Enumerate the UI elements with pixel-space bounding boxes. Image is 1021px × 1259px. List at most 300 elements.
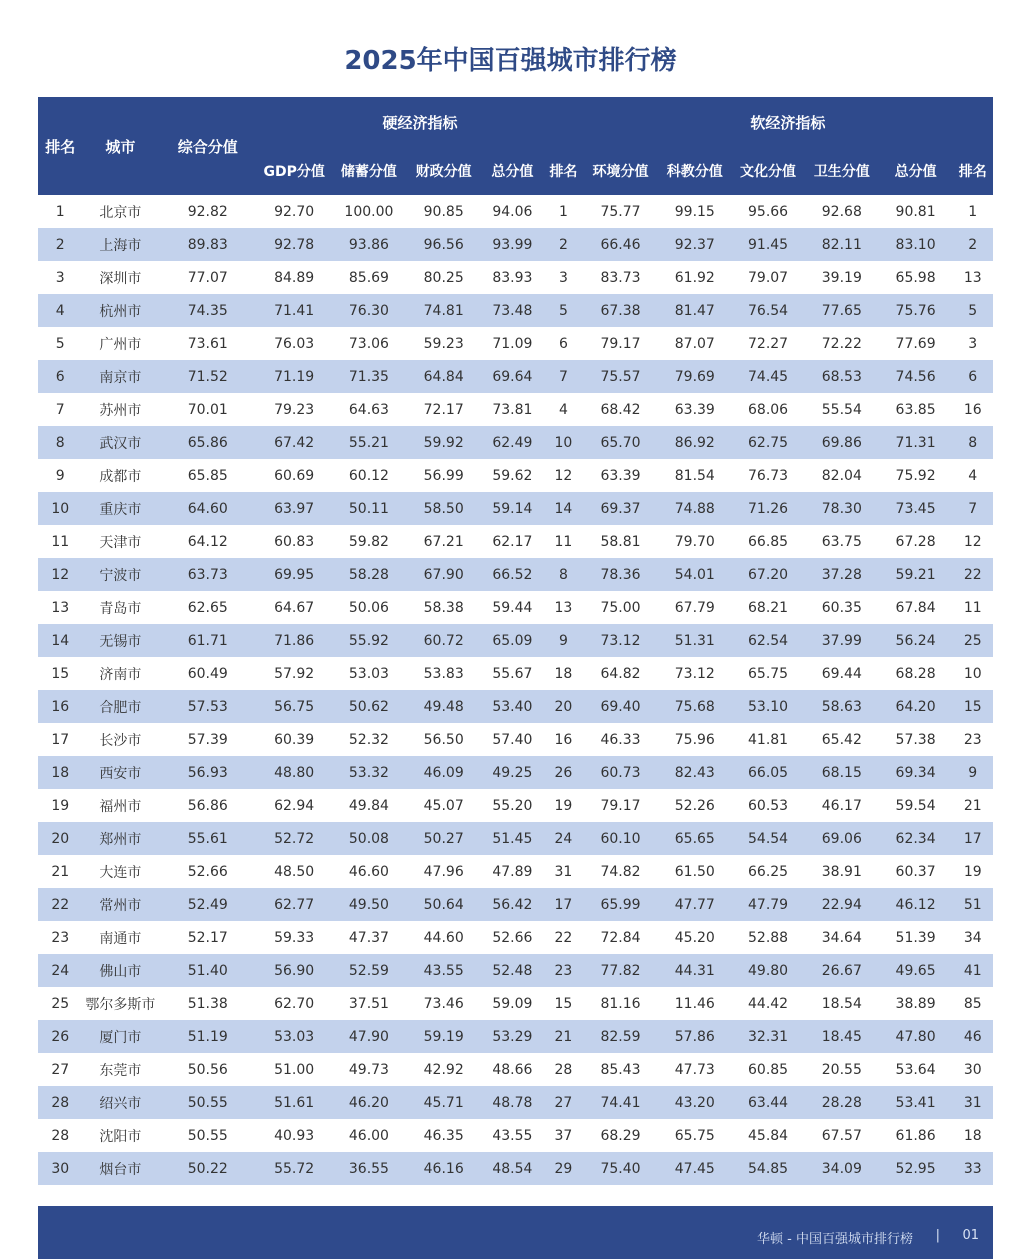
table-cell: 72.27 bbox=[731, 327, 805, 360]
table-cell: 53.32 bbox=[331, 756, 407, 789]
table-cell: 60.35 bbox=[805, 591, 879, 624]
table-cell: 46.35 bbox=[407, 1119, 481, 1152]
table-cell: 5 bbox=[544, 294, 582, 327]
table-cell: 77.07 bbox=[158, 261, 257, 294]
table-cell: 20 bbox=[38, 822, 82, 855]
table-cell: 71.31 bbox=[879, 426, 953, 459]
table-cell: 53.41 bbox=[879, 1086, 953, 1119]
table-cell: 47.77 bbox=[658, 888, 731, 921]
table-cell: 34 bbox=[952, 921, 993, 954]
table-cell: 南京市 bbox=[82, 360, 158, 393]
table-cell: 53.83 bbox=[407, 657, 481, 690]
table-cell: 58.50 bbox=[407, 492, 481, 525]
table-cell: 90.85 bbox=[407, 195, 481, 228]
table-cell: 16 bbox=[544, 723, 582, 756]
table-cell: 57.40 bbox=[481, 723, 545, 756]
table-cell: 43.55 bbox=[407, 954, 481, 987]
table-cell: 53.29 bbox=[481, 1020, 545, 1053]
table-cell: 46.20 bbox=[331, 1086, 407, 1119]
table-row bbox=[38, 228, 993, 261]
table-cell: 53.03 bbox=[331, 657, 407, 690]
table-cell: 3 bbox=[544, 261, 582, 294]
table-cell: 14 bbox=[38, 624, 82, 657]
table-cell: 94.06 bbox=[481, 195, 545, 228]
table-cell: 57.39 bbox=[158, 723, 257, 756]
table-cell: 69.95 bbox=[257, 558, 331, 591]
table-cell: 上海市 bbox=[82, 228, 158, 261]
table-cell: 68.28 bbox=[879, 657, 953, 690]
table-row bbox=[38, 987, 993, 1020]
table-cell: 65.70 bbox=[583, 426, 659, 459]
table-cell: 30 bbox=[952, 1053, 993, 1086]
table-cell: 69.44 bbox=[805, 657, 879, 690]
table-cell: 92.37 bbox=[658, 228, 731, 261]
table-cell: 55.92 bbox=[331, 624, 407, 657]
ranking-table-wrap bbox=[38, 97, 993, 1185]
table-cell: 4 bbox=[544, 393, 582, 426]
table-cell: 19 bbox=[952, 855, 993, 888]
table-cell: 55.72 bbox=[257, 1152, 331, 1185]
table-cell: 78.30 bbox=[805, 492, 879, 525]
table-cell: 56.86 bbox=[158, 789, 257, 822]
table-cell: 青岛市 bbox=[82, 591, 158, 624]
table-cell: 64.60 bbox=[158, 492, 257, 525]
table-cell: 28 bbox=[544, 1053, 582, 1086]
table-cell: 常州市 bbox=[82, 888, 158, 921]
table-cell: 79.17 bbox=[583, 327, 659, 360]
table-cell: 79.07 bbox=[731, 261, 805, 294]
ranking-table bbox=[38, 97, 993, 1185]
table-cell: 79.23 bbox=[257, 393, 331, 426]
table-cell: 65.65 bbox=[658, 822, 731, 855]
table-cell: 74.82 bbox=[583, 855, 659, 888]
table-cell: 30 bbox=[38, 1152, 82, 1185]
table-cell: 46.33 bbox=[583, 723, 659, 756]
table-cell: 75.76 bbox=[879, 294, 953, 327]
table-cell: 60.39 bbox=[257, 723, 331, 756]
table-cell: 67.42 bbox=[257, 426, 331, 459]
table-cell: 56.99 bbox=[407, 459, 481, 492]
table-cell: 76.54 bbox=[731, 294, 805, 327]
table-cell: 32.31 bbox=[731, 1020, 805, 1053]
table-cell: 8 bbox=[952, 426, 993, 459]
table-cell: 8 bbox=[38, 426, 82, 459]
table-cell: 13 bbox=[38, 591, 82, 624]
table-cell: 46.60 bbox=[331, 855, 407, 888]
table-cell: 23 bbox=[38, 921, 82, 954]
table-cell: 73.46 bbox=[407, 987, 481, 1020]
table-cell: 52.26 bbox=[658, 789, 731, 822]
table-cell: 65.99 bbox=[583, 888, 659, 921]
table-body bbox=[38, 195, 993, 1185]
table-cell: 74.45 bbox=[731, 360, 805, 393]
table-cell: 51.31 bbox=[658, 624, 731, 657]
table-cell: 46.00 bbox=[331, 1119, 407, 1152]
table-row bbox=[38, 294, 993, 327]
table-cell: 62.49 bbox=[481, 426, 545, 459]
table-cell: 2 bbox=[952, 228, 993, 261]
table-cell: 44.42 bbox=[731, 987, 805, 1020]
table-cell: 82.59 bbox=[583, 1020, 659, 1053]
table-cell: 9 bbox=[38, 459, 82, 492]
table-cell: 29 bbox=[544, 1152, 582, 1185]
table-cell: 70.01 bbox=[158, 393, 257, 426]
table-cell: 82.43 bbox=[658, 756, 731, 789]
table-row bbox=[38, 261, 993, 294]
footer-separator: | bbox=[935, 1228, 940, 1243]
table-cell: 63.44 bbox=[731, 1086, 805, 1119]
table-cell: 77.69 bbox=[879, 327, 953, 360]
table-cell: 43.55 bbox=[481, 1119, 545, 1152]
table-cell: 62.17 bbox=[481, 525, 545, 558]
table-cell: 65.75 bbox=[658, 1119, 731, 1152]
table-cell: 87.07 bbox=[658, 327, 731, 360]
table-row bbox=[38, 1119, 993, 1152]
table-cell: 81.54 bbox=[658, 459, 731, 492]
table-cell: 68.06 bbox=[731, 393, 805, 426]
table-cell: 47.79 bbox=[731, 888, 805, 921]
table-cell: 5 bbox=[38, 327, 82, 360]
table-cell: 65.86 bbox=[158, 426, 257, 459]
table-cell: 74.35 bbox=[158, 294, 257, 327]
table-cell: 51.19 bbox=[158, 1020, 257, 1053]
table-cell: 46.16 bbox=[407, 1152, 481, 1185]
table-cell: 68.21 bbox=[731, 591, 805, 624]
header-soft-rank: 排名 bbox=[952, 147, 993, 195]
table-cell: 13 bbox=[952, 261, 993, 294]
table-cell: 47.80 bbox=[879, 1020, 953, 1053]
table-cell: 15 bbox=[544, 987, 582, 1020]
table-cell: 东莞市 bbox=[82, 1053, 158, 1086]
table-cell: 52.66 bbox=[158, 855, 257, 888]
table-cell: 福州市 bbox=[82, 789, 158, 822]
table-cell: 26 bbox=[38, 1020, 82, 1053]
table-cell: 17 bbox=[952, 822, 993, 855]
table-cell: 60.72 bbox=[407, 624, 481, 657]
table-cell: 56.75 bbox=[257, 690, 331, 723]
table-cell: 56.24 bbox=[879, 624, 953, 657]
table-cell: 65.09 bbox=[481, 624, 545, 657]
table-cell: 57.38 bbox=[879, 723, 953, 756]
table-row bbox=[38, 921, 993, 954]
table-cell: 宁波市 bbox=[82, 558, 158, 591]
table-cell: 52.72 bbox=[257, 822, 331, 855]
table-cell: 75.57 bbox=[583, 360, 659, 393]
table-cell: 27 bbox=[38, 1053, 82, 1086]
table-cell: 60.73 bbox=[583, 756, 659, 789]
table-cell: 45.07 bbox=[407, 789, 481, 822]
table-cell: 21 bbox=[952, 789, 993, 822]
table-cell: 66.46 bbox=[583, 228, 659, 261]
table-row bbox=[38, 558, 993, 591]
table-cell: 84.89 bbox=[257, 261, 331, 294]
table-cell: 54.85 bbox=[731, 1152, 805, 1185]
table-cell: 75.92 bbox=[879, 459, 953, 492]
table-cell: 63.39 bbox=[658, 393, 731, 426]
table-cell: 沈阳市 bbox=[82, 1119, 158, 1152]
table-cell: 44.31 bbox=[658, 954, 731, 987]
table-cell: 83.10 bbox=[879, 228, 953, 261]
table-cell: 63.75 bbox=[805, 525, 879, 558]
table-cell: 杭州市 bbox=[82, 294, 158, 327]
table-cell: 79.70 bbox=[658, 525, 731, 558]
table-cell: 67.38 bbox=[583, 294, 659, 327]
table-cell: 52.48 bbox=[481, 954, 545, 987]
table-cell: 40.93 bbox=[257, 1119, 331, 1152]
table-cell: 37 bbox=[544, 1119, 582, 1152]
table-cell: 长沙市 bbox=[82, 723, 158, 756]
table-cell: 62.75 bbox=[731, 426, 805, 459]
table-cell: 50.27 bbox=[407, 822, 481, 855]
table-cell: 11 bbox=[38, 525, 82, 558]
table-cell: 76.30 bbox=[331, 294, 407, 327]
table-cell: 25 bbox=[38, 987, 82, 1020]
table-cell: 69.06 bbox=[805, 822, 879, 855]
table-row bbox=[38, 1152, 993, 1185]
table-cell: 79.69 bbox=[658, 360, 731, 393]
table-cell: 50.64 bbox=[407, 888, 481, 921]
table-cell: 95.66 bbox=[731, 195, 805, 228]
table-cell: 47.89 bbox=[481, 855, 545, 888]
table-cell: 24 bbox=[38, 954, 82, 987]
table-cell: 18 bbox=[544, 657, 582, 690]
table-cell: 59.82 bbox=[331, 525, 407, 558]
table-cell: 61.50 bbox=[658, 855, 731, 888]
table-cell: 51.38 bbox=[158, 987, 257, 1020]
table-row bbox=[38, 855, 993, 888]
table-cell: 20.55 bbox=[805, 1053, 879, 1086]
table-cell: 广州市 bbox=[82, 327, 158, 360]
table-cell: 69.86 bbox=[805, 426, 879, 459]
table-cell: 71.86 bbox=[257, 624, 331, 657]
table-cell: 55.21 bbox=[331, 426, 407, 459]
table-cell: 1 bbox=[38, 195, 82, 228]
table-cell: 80.25 bbox=[407, 261, 481, 294]
table-cell: 79.17 bbox=[583, 789, 659, 822]
table-cell: 23 bbox=[952, 723, 993, 756]
table-cell: 67.79 bbox=[658, 591, 731, 624]
table-row bbox=[38, 459, 993, 492]
table-cell: 62.77 bbox=[257, 888, 331, 921]
table-cell: 鄂尔多斯市 bbox=[82, 987, 158, 1020]
table-cell: 82.04 bbox=[805, 459, 879, 492]
table-cell: 64.82 bbox=[583, 657, 659, 690]
table-cell: 62.34 bbox=[879, 822, 953, 855]
table-cell: 68.15 bbox=[805, 756, 879, 789]
table-cell: 85.43 bbox=[583, 1053, 659, 1086]
table-cell: 83.73 bbox=[583, 261, 659, 294]
table-cell: 50.06 bbox=[331, 591, 407, 624]
page-title: 2025年中国百强城市排行榜 bbox=[344, 46, 677, 76]
table-cell: 73.61 bbox=[158, 327, 257, 360]
table-cell: 28 bbox=[38, 1086, 82, 1119]
table-cell: 4 bbox=[38, 294, 82, 327]
table-cell: 23 bbox=[544, 954, 582, 987]
table-cell: 42.92 bbox=[407, 1053, 481, 1086]
header-soft-group: 软经济指标 bbox=[583, 97, 993, 147]
table-cell: 52.49 bbox=[158, 888, 257, 921]
table-cell: 17 bbox=[544, 888, 582, 921]
table-cell: 60.49 bbox=[158, 657, 257, 690]
table-cell: 13 bbox=[544, 591, 582, 624]
table-cell: 48.54 bbox=[481, 1152, 545, 1185]
table-cell: 25 bbox=[952, 624, 993, 657]
table-cell: 北京市 bbox=[82, 195, 158, 228]
table-cell: 53.64 bbox=[879, 1053, 953, 1086]
table-cell: 72.22 bbox=[805, 327, 879, 360]
table-cell: 成都市 bbox=[82, 459, 158, 492]
table-cell: 56.90 bbox=[257, 954, 331, 987]
table-cell: 81.16 bbox=[583, 987, 659, 1020]
table-cell: 74.81 bbox=[407, 294, 481, 327]
table-cell: 55.61 bbox=[158, 822, 257, 855]
table-cell: 67.20 bbox=[731, 558, 805, 591]
table-cell: 31 bbox=[952, 1086, 993, 1119]
table-cell: 59.19 bbox=[407, 1020, 481, 1053]
table-cell: 63.97 bbox=[257, 492, 331, 525]
table-cell: 67.28 bbox=[879, 525, 953, 558]
table-cell: 11.46 bbox=[658, 987, 731, 1020]
table-cell: 61.92 bbox=[658, 261, 731, 294]
table-cell: 48.50 bbox=[257, 855, 331, 888]
table-row bbox=[38, 1020, 993, 1053]
table-cell: 佛山市 bbox=[82, 954, 158, 987]
table-cell: 92.70 bbox=[257, 195, 331, 228]
table-cell: 57.92 bbox=[257, 657, 331, 690]
header-city: 城市 bbox=[82, 97, 158, 195]
table-cell: 50.62 bbox=[331, 690, 407, 723]
table-cell: 绍兴市 bbox=[82, 1086, 158, 1119]
table-cell: 51.39 bbox=[879, 921, 953, 954]
table-cell: 38.91 bbox=[805, 855, 879, 888]
table-cell: 12 bbox=[952, 525, 993, 558]
table-cell: 47.73 bbox=[658, 1053, 731, 1086]
header-soft-education: 科教分值 bbox=[658, 147, 731, 195]
table-cell: 16 bbox=[952, 393, 993, 426]
table-cell: 67.21 bbox=[407, 525, 481, 558]
table-cell: 71.35 bbox=[331, 360, 407, 393]
table-cell: 99.15 bbox=[658, 195, 731, 228]
table-cell: 75.96 bbox=[658, 723, 731, 756]
table-row bbox=[38, 393, 993, 426]
table-cell: 2 bbox=[544, 228, 582, 261]
table-cell: 44.60 bbox=[407, 921, 481, 954]
table-cell: 重庆市 bbox=[82, 492, 158, 525]
table-cell: 51.61 bbox=[257, 1086, 331, 1119]
table-cell: 77.65 bbox=[805, 294, 879, 327]
table-cell: 58.63 bbox=[805, 690, 879, 723]
table-cell: 68.53 bbox=[805, 360, 879, 393]
table-cell: 47.96 bbox=[407, 855, 481, 888]
table-cell: 厦门市 bbox=[82, 1020, 158, 1053]
table-cell: 75.00 bbox=[583, 591, 659, 624]
table-cell: 9 bbox=[952, 756, 993, 789]
footer-source: 华顿 - 中国百强城市排行榜 bbox=[757, 1232, 913, 1247]
table-cell: 51 bbox=[952, 888, 993, 921]
table-cell: 63.85 bbox=[879, 393, 953, 426]
table-cell: 59.54 bbox=[879, 789, 953, 822]
table-cell: 51.40 bbox=[158, 954, 257, 987]
table-cell: 60.37 bbox=[879, 855, 953, 888]
table-cell: 69.40 bbox=[583, 690, 659, 723]
table-cell: 52.95 bbox=[879, 1152, 953, 1185]
table-cell: 59.23 bbox=[407, 327, 481, 360]
table-cell: 7 bbox=[38, 393, 82, 426]
table-cell: 78.36 bbox=[583, 558, 659, 591]
table-cell: 73.81 bbox=[481, 393, 545, 426]
table-cell: 45.20 bbox=[658, 921, 731, 954]
header-soft-total: 总分值 bbox=[879, 147, 953, 195]
table-cell: 54.01 bbox=[658, 558, 731, 591]
table-cell: 71.09 bbox=[481, 327, 545, 360]
table-cell: 62.54 bbox=[731, 624, 805, 657]
header-hard-group: 硬经济指标 bbox=[257, 97, 582, 147]
table-row bbox=[38, 657, 993, 690]
table-cell: 57.53 bbox=[158, 690, 257, 723]
table-cell: 59.62 bbox=[481, 459, 545, 492]
table-cell: 52.32 bbox=[331, 723, 407, 756]
table-cell: 3 bbox=[38, 261, 82, 294]
table-cell: 37.28 bbox=[805, 558, 879, 591]
table-cell: 22 bbox=[952, 558, 993, 591]
table-cell: 63.39 bbox=[583, 459, 659, 492]
table-cell: 49.48 bbox=[407, 690, 481, 723]
table-cell: 56.93 bbox=[158, 756, 257, 789]
table-cell: 7 bbox=[544, 360, 582, 393]
table-cell: 47.45 bbox=[658, 1152, 731, 1185]
table-cell: 南通市 bbox=[82, 921, 158, 954]
table-cell: 53.10 bbox=[731, 690, 805, 723]
table-cell: 55.67 bbox=[481, 657, 545, 690]
table-cell: 31 bbox=[544, 855, 582, 888]
table-row bbox=[38, 789, 993, 822]
table-cell: 6 bbox=[38, 360, 82, 393]
table-cell: 26 bbox=[544, 756, 582, 789]
table-cell: 37.99 bbox=[805, 624, 879, 657]
table-cell: 15 bbox=[952, 690, 993, 723]
table-cell: 59.09 bbox=[481, 987, 545, 1020]
table-header bbox=[38, 97, 993, 195]
table-cell: 91.45 bbox=[731, 228, 805, 261]
table-cell: 62.65 bbox=[158, 591, 257, 624]
table-cell: 50.56 bbox=[158, 1053, 257, 1086]
table-cell: 1 bbox=[952, 195, 993, 228]
table-cell: 90.81 bbox=[879, 195, 953, 228]
table-row bbox=[38, 1053, 993, 1086]
table-cell: 苏州市 bbox=[82, 393, 158, 426]
table-cell: 49.65 bbox=[879, 954, 953, 987]
table-cell: 66.05 bbox=[731, 756, 805, 789]
table-cell: 深圳市 bbox=[82, 261, 158, 294]
table-cell: 48.80 bbox=[257, 756, 331, 789]
table-row bbox=[38, 822, 993, 855]
table-cell: 59.33 bbox=[257, 921, 331, 954]
table-cell: 12 bbox=[38, 558, 82, 591]
table-cell: 64.20 bbox=[879, 690, 953, 723]
table-cell: 50.08 bbox=[331, 822, 407, 855]
table-cell: 50.55 bbox=[158, 1119, 257, 1152]
table-row bbox=[38, 195, 993, 228]
header-hard-rank: 排名 bbox=[544, 147, 582, 195]
footer-bar bbox=[38, 1206, 993, 1259]
table-cell: 19 bbox=[544, 789, 582, 822]
table-cell: 69.37 bbox=[583, 492, 659, 525]
table-cell: 46.17 bbox=[805, 789, 879, 822]
table-cell: 92.68 bbox=[805, 195, 879, 228]
table-cell: 72.17 bbox=[407, 393, 481, 426]
table-cell: 68.29 bbox=[583, 1119, 659, 1152]
table-cell: 58.38 bbox=[407, 591, 481, 624]
